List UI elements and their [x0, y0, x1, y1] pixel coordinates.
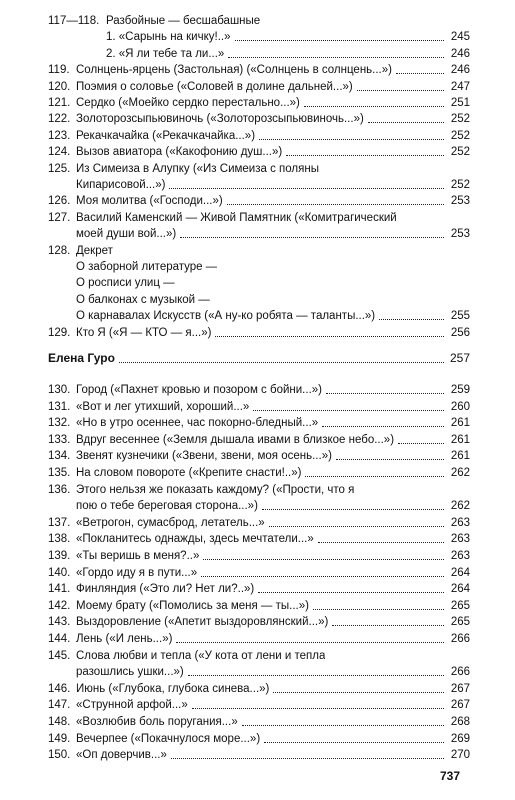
- leader-dots: [396, 73, 444, 74]
- entry-title: Из Симеиза в Алупку («Из Симеиза с поляны: [76, 162, 319, 175]
- toc-entry: [48, 615, 470, 629]
- leader-dots: [176, 642, 444, 643]
- entry-number: 145.: [48, 649, 71, 662]
- entry-title: О росписи улиц —: [76, 277, 175, 290]
- toc-entry: [48, 499, 470, 513]
- entry-number: 130.: [48, 384, 71, 396]
- leader-dots: [357, 90, 444, 91]
- entry-page: 255: [450, 310, 470, 323]
- entry-number: 133.: [48, 433, 71, 446]
- leader-dots: [235, 40, 445, 41]
- entry-page: 265: [450, 599, 470, 612]
- leader-dots: [336, 459, 444, 460]
- entry-page: 246: [450, 64, 470, 77]
- toc-entry: [48, 63, 470, 77]
- leader-dots: [326, 393, 444, 394]
- leader-dots: [119, 362, 444, 363]
- entry-number: 120.: [48, 80, 71, 93]
- entry-number: 140.: [48, 566, 71, 579]
- leader-dots: [242, 725, 444, 726]
- entry-title: Вечерпее («Покачнулося море...»): [76, 732, 261, 745]
- entry-number: 148.: [48, 716, 71, 728]
- toc-entry: [48, 227, 470, 241]
- entry-number: 149.: [48, 732, 71, 745]
- leader-dots: [262, 509, 444, 510]
- toc-entry: [48, 748, 470, 762]
- leader-dots: [180, 237, 444, 238]
- entry-title: Вдруг весеннее («Земля дышала ивами в близкое небо...»): [76, 433, 395, 446]
- entry-page: 251: [450, 97, 470, 109]
- section-heading: [48, 351, 470, 366]
- toc-entry: [48, 483, 470, 497]
- toc-entry: [48, 582, 470, 596]
- entry-number: 129.: [48, 326, 71, 339]
- toc-entry: [48, 276, 470, 290]
- entry-title: О балконах с музыкой —: [76, 293, 210, 306]
- entry-title: Лень («И лень...»): [76, 633, 173, 645]
- entry-page: 265: [450, 616, 470, 629]
- toc-entry: [48, 566, 470, 580]
- toc-entry: [48, 260, 470, 274]
- entry-title: 2. «Я ли тебе та ли...»: [106, 47, 225, 60]
- entry-page: 259: [450, 384, 470, 396]
- leader-dots: [264, 742, 444, 743]
- entry-number: 122.: [48, 113, 71, 126]
- leader-dots: [318, 542, 444, 543]
- entry-title: Звенят кузнечики («Звени, звени, моя осень...»): [76, 450, 332, 463]
- toc-entry: [48, 47, 470, 61]
- entry-number: 136.: [48, 483, 71, 496]
- entry-title: Декрет: [76, 244, 113, 257]
- entry-number: 139.: [48, 550, 71, 562]
- entry-page: 267: [450, 699, 470, 712]
- toc-entry: [48, 516, 470, 530]
- entry-number: 150.: [48, 749, 71, 762]
- entry-number: 132.: [48, 417, 71, 430]
- entry-title: Солнцень-ярцень (Застольная) («Солнцень в солнцень...»): [76, 64, 392, 77]
- entry-page: 253: [450, 228, 470, 241]
- entry-number: 147.: [48, 699, 71, 712]
- leader-dots: [332, 625, 444, 626]
- entry-number: 123.: [48, 129, 71, 142]
- leader-dots: [215, 336, 444, 337]
- entry-page: 263: [450, 550, 470, 562]
- entry-title: Моя молитва («Господи...»): [76, 195, 223, 208]
- entry-title: О заборной литературе —: [76, 261, 218, 273]
- entry-number: 126.: [48, 195, 71, 208]
- toc-entry: [48, 178, 470, 192]
- entry-number: 138.: [48, 533, 71, 546]
- leader-dots: [171, 758, 444, 759]
- leader-dots: [273, 692, 444, 693]
- section-title: Елена Гуро: [48, 351, 115, 365]
- entry-page: 261: [450, 433, 470, 446]
- toc-entry: [48, 715, 470, 729]
- entry-title: Поэмия о соловье («Соловей в долине дальней...»): [76, 80, 353, 93]
- leader-dots: [188, 675, 444, 676]
- entry-title: Слова любви и тепла («У кота от лени и тепла: [76, 649, 326, 662]
- toc-entry: [48, 383, 470, 397]
- entry-title: «Гордо иду я в пути...»: [76, 566, 198, 579]
- entry-page: 266: [450, 633, 470, 645]
- entry-title: Этого нельзя же показать каждому? («Прости, что я: [76, 483, 355, 496]
- entry-title: «Но в утро осеннее, час покорно-бледный...»: [76, 417, 319, 430]
- entry-title: Золоторозсыпьювиночь («Золоторозсыпьювиночь...»): [76, 113, 364, 126]
- entry-number: 146.: [48, 682, 71, 695]
- leader-dots: [192, 708, 444, 709]
- entry-page: 264: [450, 583, 470, 596]
- toc-entry: [48, 194, 470, 208]
- leader-dots: [398, 443, 444, 444]
- toc-entry: [48, 732, 470, 746]
- entry-number: 124.: [48, 146, 71, 159]
- leader-dots: [313, 609, 444, 610]
- entry-number: 141.: [48, 583, 71, 596]
- entry-title: Финляндия («Это ли? Нет ли?..»): [76, 583, 255, 596]
- entry-number: 143.: [48, 616, 71, 629]
- toc-entry: [48, 698, 470, 712]
- toc-entry: [48, 112, 470, 126]
- toc-entry: [48, 682, 470, 696]
- toc-entry: [48, 549, 470, 563]
- leader-dots: [228, 57, 444, 58]
- leader-dots: [201, 576, 444, 577]
- entry-title: Город («Пахнет кровью и позором с бойни...»): [76, 384, 322, 396]
- toc-entry: [48, 309, 470, 323]
- entry-title: пою о тебе береговая сторона...»): [76, 500, 258, 513]
- entry-page: 252: [450, 179, 470, 191]
- toc-entry: [48, 649, 470, 663]
- entry-title: «Ветрогон, сумасброд, летатель...»: [76, 516, 265, 529]
- leader-dots: [286, 155, 444, 156]
- leader-dots: [258, 592, 444, 593]
- entry-page: 262: [450, 500, 470, 513]
- toc-entry: [48, 416, 470, 430]
- toc-entry: [48, 665, 470, 679]
- entry-title: Июнь («Глубока, глубока синева...»): [76, 682, 270, 695]
- entry-page: 245: [450, 31, 470, 44]
- toc-entry: [48, 326, 470, 340]
- toc-entry: [48, 599, 470, 613]
- entry-page: 268: [450, 716, 470, 728]
- entry-number: 131.: [48, 400, 71, 413]
- entry-title: Моему брату («Помолись за меня — ты...»): [76, 599, 309, 612]
- leader-dots: [322, 426, 444, 427]
- toc-entry: [48, 129, 470, 143]
- entry-number: 127.: [48, 211, 71, 224]
- entry-title: разошлись ушки...»): [76, 666, 184, 679]
- leader-dots: [259, 139, 444, 140]
- toc-entry: [48, 211, 470, 225]
- entry-title: «Покланитесь однажды, здесь мечтатели...»: [76, 533, 314, 546]
- entry-title: Вызов авиатора («Какофонию душ...»): [76, 146, 283, 159]
- entry-title: «Оп доверчив...»: [76, 749, 167, 762]
- entry-number: 128.: [48, 244, 71, 257]
- toc-entry: [48, 449, 470, 463]
- entry-page: 263: [450, 516, 470, 529]
- leader-dots: [269, 526, 444, 527]
- toc-entry: [48, 96, 470, 110]
- entry-page: 263: [450, 533, 470, 546]
- entry-page: 247: [450, 80, 470, 93]
- entry-page: 261: [450, 450, 470, 463]
- entry-title: На словом повороте («Крепите снасти!..»): [76, 467, 302, 479]
- toc-entry: [48, 80, 470, 94]
- entry-number: 135.: [48, 467, 71, 479]
- entry-title: О карнавалах Искусств («А ну-ко робята — таланты...»): [76, 310, 376, 323]
- entry-title: «Возлюбив боль поругания...»: [76, 716, 238, 728]
- toc-entry: [48, 162, 470, 176]
- entry-number: 134.: [48, 450, 71, 463]
- entry-number: 125.: [48, 162, 71, 175]
- toc-entry: [48, 14, 470, 28]
- entry-number: 117—118.: [48, 15, 100, 27]
- leader-dots: [368, 122, 444, 123]
- leader-dots: [304, 106, 444, 107]
- entry-number: 142.: [48, 599, 71, 612]
- entry-page: 253: [450, 195, 470, 208]
- leader-dots: [169, 188, 444, 189]
- entry-page: 246: [450, 47, 470, 60]
- entry-number: 121.: [48, 97, 71, 109]
- entry-title: моей души вой...»): [76, 228, 177, 241]
- leader-dots: [253, 410, 444, 411]
- section-page: 257: [449, 351, 470, 365]
- leader-dots: [203, 559, 444, 560]
- leader-dots: [227, 204, 444, 205]
- entry-number: 144.: [48, 633, 71, 645]
- entry-page: 252: [450, 146, 470, 159]
- entry-number: 137.: [48, 516, 71, 529]
- entry-title: Разбойные — бесшабашные: [106, 15, 261, 27]
- entry-title: «Вот и лег утихший, хороший...»: [76, 400, 250, 413]
- entry-title: 1. «Сарынь на кичку!..»: [106, 31, 231, 44]
- entry-page: 261: [450, 417, 470, 430]
- entry-page: 252: [450, 113, 470, 126]
- toc-entry: [48, 466, 470, 480]
- toc-entry: [48, 433, 470, 447]
- entry-page: 269: [450, 732, 470, 745]
- toc-entry: [48, 293, 470, 307]
- toc-entry: [48, 244, 470, 258]
- toc-entry: [48, 632, 470, 646]
- entry-title: «Ты веришь в меня?..»: [76, 550, 200, 562]
- entry-number: 119.: [48, 64, 70, 77]
- entry-page: 252: [450, 129, 470, 142]
- entry-title: «Струнной арфой...»: [76, 699, 188, 712]
- entry-page: 264: [450, 566, 470, 579]
- page-number: 737: [440, 769, 461, 783]
- entry-title: Кипарисовой...»): [76, 179, 166, 191]
- entry-page: 270: [450, 749, 470, 762]
- toc-entry: [48, 400, 470, 414]
- entry-page: 267: [450, 682, 470, 695]
- entry-page: 260: [450, 400, 470, 413]
- toc-entry: [48, 532, 470, 546]
- entry-title: Сердко («Моейко сердко перестально...»): [76, 97, 300, 109]
- toc-entry: [48, 30, 470, 44]
- entry-title: Василий Каменский — Живой Памятник («Комитрагический: [76, 211, 397, 224]
- entry-title: Кто Я («Я — КТО — я...»): [76, 326, 212, 339]
- entry-page: 256: [450, 326, 470, 339]
- toc-entry: [48, 145, 470, 159]
- entry-title: Выздоровление («Апетит выздоровлянский...»): [76, 616, 329, 629]
- entry-title: Рекачкачайка («Рекачкачайка...»): [76, 129, 256, 142]
- entry-page: 262: [450, 467, 470, 479]
- leader-dots: [379, 319, 444, 320]
- entry-page: 266: [450, 666, 470, 679]
- leader-dots: [305, 476, 444, 477]
